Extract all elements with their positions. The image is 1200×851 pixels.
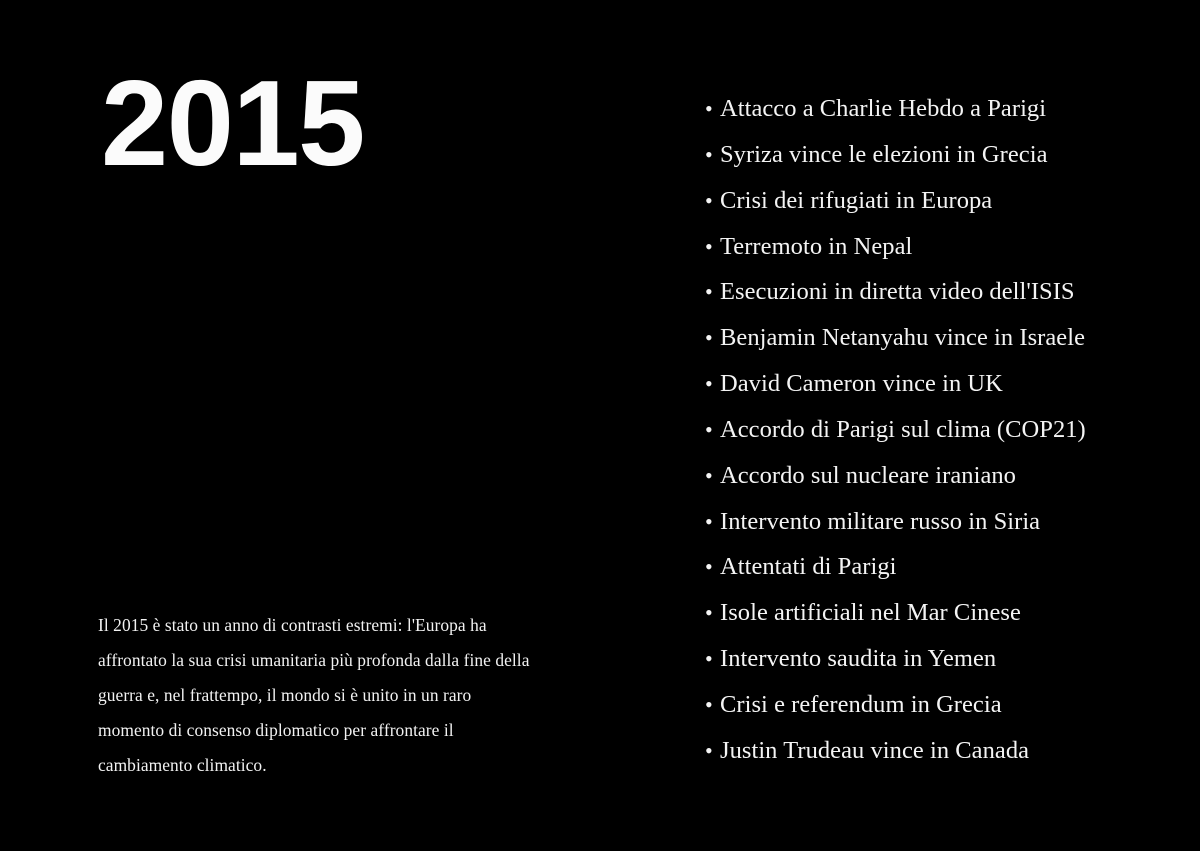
list-item[interactable] bbox=[690, 86, 1086, 132]
list-item[interactable] bbox=[690, 682, 1086, 728]
list-item-label: Terremoto in Nepal bbox=[720, 232, 913, 260]
list-item-label: David Cameron vince in UK bbox=[720, 370, 1003, 398]
list-item[interactable] bbox=[690, 361, 1086, 407]
bullet-icon: • bbox=[705, 187, 713, 213]
list-item[interactable] bbox=[690, 224, 1086, 270]
list-item-label: Intervento militare russo in Siria bbox=[720, 507, 1041, 535]
list-item-label: Crisi e referendum in Grecia bbox=[720, 690, 1002, 718]
list-item[interactable] bbox=[690, 590, 1086, 636]
bullet-icon: • bbox=[705, 462, 713, 488]
list-item-label: Benjamin Netanyahu vince in Israele bbox=[720, 324, 1085, 352]
bullet-icon: • bbox=[705, 646, 713, 672]
bullet-icon: • bbox=[705, 508, 713, 534]
list-item[interactable] bbox=[690, 453, 1086, 499]
list-item-label: Accordo di Parigi sul clima (COP21) bbox=[720, 415, 1086, 443]
list-item[interactable] bbox=[690, 269, 1086, 315]
list-item[interactable] bbox=[690, 636, 1086, 682]
list-item[interactable] bbox=[690, 178, 1086, 224]
list-item-label: Syriza vince le elezioni in Grecia bbox=[720, 140, 1048, 168]
list-item-label: Esecuzioni in diretta video dell'ISIS bbox=[720, 278, 1075, 306]
list-item-label: Intervento saudita in Yemen bbox=[720, 645, 997, 673]
bullet-icon: • bbox=[705, 371, 713, 397]
list-item-label: Justin Trudeau vince in Canada bbox=[720, 736, 1030, 764]
right-column bbox=[690, 0, 1200, 851]
bullet-icon: • bbox=[705, 737, 713, 763]
list-item-label: Crisi dei rifugiati in Europa bbox=[720, 186, 993, 214]
bullet-icon: • bbox=[705, 325, 713, 351]
list-item[interactable] bbox=[690, 407, 1086, 453]
list-item[interactable] bbox=[690, 315, 1086, 361]
page-title: 2015 bbox=[101, 55, 364, 191]
list-item-label: Attentati di Parigi bbox=[720, 553, 897, 581]
bullet-icon: • bbox=[705, 141, 713, 167]
bullet-icon: • bbox=[705, 691, 713, 717]
list-item[interactable] bbox=[690, 728, 1086, 774]
bullet-icon: • bbox=[705, 554, 713, 580]
list-item-label: Attacco a Charlie Hebdo a Parigi bbox=[720, 95, 1047, 122]
events-list bbox=[690, 86, 1086, 774]
list-item-label: Accordo sul nucleare iraniano bbox=[720, 461, 1016, 489]
list-item-label: Isole artificiali nel Mar Cinese bbox=[720, 599, 1021, 627]
list-item[interactable] bbox=[690, 132, 1086, 178]
bullet-icon: • bbox=[705, 96, 713, 121]
bullet-icon: • bbox=[705, 600, 713, 626]
bullet-icon: • bbox=[705, 279, 713, 305]
bullet-icon: • bbox=[705, 416, 713, 442]
list-item[interactable] bbox=[690, 544, 1086, 590]
list-item[interactable] bbox=[690, 499, 1086, 545]
summary-paragraph: Il 2015 è stato un anno di contrasti estremi: l'Europa ha affrontato la sua crisi umanitaria più profonda dalla fine della guerra e, nel frattempo, il mondo si è unito in un raro momento di consenso diplomatico per affrontare il cambiamento climatico. bbox=[98, 615, 530, 775]
bullet-icon: • bbox=[705, 233, 713, 259]
